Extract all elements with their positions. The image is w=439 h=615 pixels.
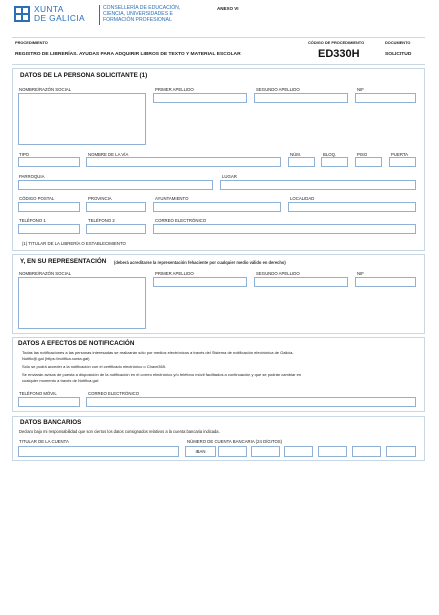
notification-mobile-field[interactable] bbox=[18, 397, 80, 407]
applicant-street-field[interactable] bbox=[86, 157, 281, 167]
applicant-block-label: BLOQ. bbox=[323, 152, 337, 157]
applicant-locality-label: LOCALIDAD bbox=[290, 196, 315, 201]
bank-account-field-2[interactable] bbox=[251, 446, 280, 457]
applicant-nif-label: NIF bbox=[357, 87, 364, 92]
bank-account-field-1[interactable] bbox=[218, 446, 247, 457]
applicant-street-label: NOMBRE DE LA VÍA bbox=[88, 152, 129, 157]
department-line3: FORMACIÓN PROFESIONAL bbox=[103, 17, 172, 23]
notification-text-line5: cualquier momento a través de Notifica.gal: bbox=[22, 378, 99, 383]
applicant-surname2-field[interactable] bbox=[254, 93, 348, 103]
notification-text-line1: Todas las notificaciones a las personas interesadas se realizarán sólo por medios electrónicos a través del Sistema de notificación electrónica de Galicia- bbox=[22, 350, 294, 355]
applicant-email-field[interactable] bbox=[153, 224, 416, 234]
procedure-title: REGISTRO DE LIBRERÍAS. AYUDAS PARA ADQUIRIR LIBROS DE TEXTO Y MATERIAL ESCOLAR bbox=[15, 52, 241, 57]
bank-section-title: DATOS BANCARIOS bbox=[20, 419, 82, 426]
applicant-province-field[interactable] bbox=[86, 202, 146, 212]
applicant-council-field[interactable] bbox=[153, 202, 281, 212]
applicant-type-label: TIPO bbox=[19, 152, 30, 157]
representative-surname1-label: PRIMER APELLIDO bbox=[155, 271, 194, 276]
representative-title-note: (deberá acreditarse la representación fehaciente por cualquier medio válido en derecho) bbox=[114, 260, 286, 265]
notification-email-label: CORREO ELECTRÓNICO bbox=[88, 391, 140, 396]
xunta-logo-icon bbox=[14, 6, 30, 22]
annex-label: ANEXO VI bbox=[217, 6, 239, 11]
applicant-email-label: CORREO ELECTRÓNICO bbox=[155, 218, 207, 223]
procedure-code: ED330H bbox=[318, 48, 360, 60]
department-line2: CIENCIA, UNIVERSIDADES E bbox=[103, 11, 173, 17]
notification-text-line4: Se enviarán avisos de puesta a disposición de la notificación en el correo electrónico y/o teléfono móvil facilitados a continuación y que se podrán cambiar en bbox=[22, 372, 302, 377]
header-divider bbox=[99, 5, 100, 25]
applicant-floor-field[interactable] bbox=[355, 157, 382, 167]
applicant-nif-field[interactable] bbox=[355, 93, 416, 103]
bank-account-label: NÚMERO DE CUENTA BANCARIA (24 DÍGITOS) bbox=[187, 439, 283, 444]
applicant-num-label: NÚM. bbox=[290, 152, 301, 157]
applicant-place-field[interactable] bbox=[220, 180, 416, 190]
applicant-phone2-field[interactable] bbox=[86, 224, 146, 234]
representative-nif-field[interactable] bbox=[355, 277, 416, 287]
applicant-postal-field[interactable] bbox=[18, 202, 80, 212]
applicant-postal-label: CÓDIGO POSTAL bbox=[19, 196, 55, 201]
org-name-line1: XUNTA bbox=[34, 4, 64, 14]
applicant-surname1-label: PRIMER APELLIDO bbox=[155, 87, 194, 92]
applicant-name-label: NOMBRE/RAZÓN SOCIAL bbox=[19, 87, 72, 92]
bank-iban-prefix bbox=[185, 446, 216, 457]
representative-nif-label: NIF bbox=[357, 271, 364, 276]
bank-iban-label: IBAN bbox=[195, 449, 206, 454]
applicant-footnote: (1) TITULAR DE LA LIBRERÍA O ESTABLECIMIENTO bbox=[22, 241, 126, 246]
applicant-door-label: PUERTA bbox=[391, 152, 409, 157]
representative-name-field[interactable] bbox=[18, 277, 146, 329]
department-name bbox=[103, 5, 180, 23]
notification-text-line2: Notific@.gal (https://notifica.xunta.gal) bbox=[22, 356, 90, 361]
procedure-label: PROCEDIMIENTO bbox=[15, 40, 48, 45]
document-label: DOCUMENTO bbox=[385, 40, 411, 45]
representative-name-label: NOMBRE/RAZÓN SOCIAL bbox=[19, 271, 72, 276]
applicant-door-field[interactable] bbox=[389, 157, 416, 167]
applicant-surname1-field[interactable] bbox=[153, 93, 247, 103]
bank-account-field-5[interactable] bbox=[352, 446, 381, 457]
notification-email-field[interactable] bbox=[86, 397, 416, 407]
applicant-num-field[interactable] bbox=[288, 157, 315, 167]
procedure-code-label: CÓDIGO DE PROCEDIMIENTO bbox=[308, 40, 365, 45]
applicant-floor-label: PISO bbox=[357, 152, 368, 157]
applicant-phone1-label: TELÉFONO 1 bbox=[19, 218, 46, 223]
applicant-phone2-label: TELÉFONO 2 bbox=[88, 218, 115, 223]
bank-account-field-3[interactable] bbox=[284, 446, 313, 457]
representative-surname2-field[interactable] bbox=[254, 277, 348, 287]
bank-statement: Declaro bajo mi responsabilidad que son ciertos los datos consignados relativos a la cuenta bancaria indicada. bbox=[19, 429, 220, 434]
applicant-name-field[interactable] bbox=[18, 93, 146, 145]
notification-mobile-label: TELÉFONO MÓVIL bbox=[19, 391, 57, 396]
applicant-block-field[interactable] bbox=[321, 157, 348, 167]
applicant-place-label: LUGAR bbox=[222, 174, 237, 179]
applicant-parish-field[interactable] bbox=[18, 180, 213, 190]
applicant-province-label: PROVINCIA bbox=[88, 196, 112, 201]
applicant-type-field[interactable] bbox=[18, 157, 80, 167]
notification-text-line3: Solo se podrá acceder a la notificación con el certificado electrónico o Chave365. bbox=[22, 364, 167, 369]
org-name bbox=[34, 5, 85, 23]
department-line1: CONSELLERÍA DE EDUCACIÓN, bbox=[103, 5, 181, 11]
bank-account-field-4[interactable] bbox=[318, 446, 347, 457]
representative-surname2-label: SEGUNDO APELLIDO bbox=[256, 271, 300, 276]
representative-surname1-field[interactable] bbox=[153, 277, 247, 287]
applicant-council-label: AYUNTAMIENTO bbox=[155, 196, 189, 201]
procedure-top-rule bbox=[12, 37, 425, 38]
notification-section-title: DATOS A EFECTOS DE NOTIFICACIÓN bbox=[18, 340, 135, 347]
representative-section-title: Y, EN SU REPRESENTACIÓN bbox=[20, 258, 107, 265]
applicant-phone1-field[interactable] bbox=[18, 224, 80, 234]
applicant-parish-label: PARROQUIA bbox=[19, 174, 45, 179]
bank-holder-label: TITULAR DE LA CUENTA bbox=[19, 439, 69, 444]
bank-account-field-6[interactable] bbox=[386, 446, 416, 457]
applicant-locality-field[interactable] bbox=[288, 202, 416, 212]
procedure-bottom-rule bbox=[12, 64, 425, 65]
applicant-surname2-label: SEGUNDO APELLIDO bbox=[256, 87, 300, 92]
org-name-line2: DE GALICIA bbox=[34, 13, 86, 23]
applicant-section-title: DATOS DE LA PERSONA SOLICITANTE (1) bbox=[20, 72, 148, 79]
document-value: SOLICITUD bbox=[385, 52, 412, 57]
bank-holder-field[interactable] bbox=[18, 446, 179, 457]
